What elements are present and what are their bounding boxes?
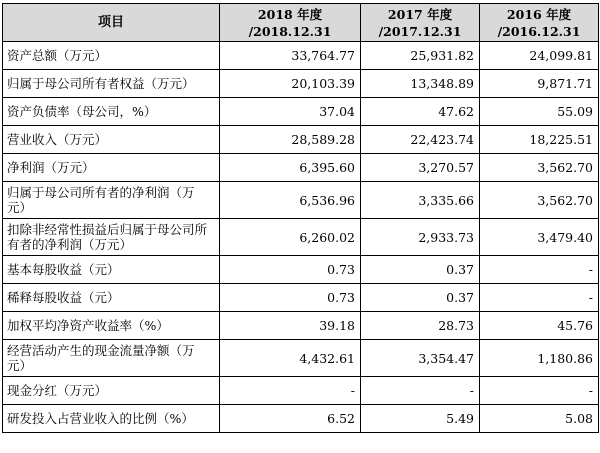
row-value: - xyxy=(480,256,599,284)
row-value: 47.62 xyxy=(361,98,480,126)
header-item: 项目 xyxy=(3,4,220,42)
row-label: 经营活动产生的现金流量净额（万元） xyxy=(3,340,220,377)
row-value: 5.08 xyxy=(480,405,599,433)
row-label: 净利润（万元） xyxy=(3,154,220,182)
table-row xyxy=(3,256,599,284)
row-value: 6,260.02 xyxy=(220,219,361,256)
row-value: 2,933.73 xyxy=(361,219,480,256)
header-year-label: 2016 年度 xyxy=(506,6,572,22)
row-label: 稀释每股收益（元） xyxy=(3,284,220,312)
row-label: 加权平均净资产收益率（%） xyxy=(3,312,220,340)
table-row xyxy=(3,70,599,98)
table-row xyxy=(3,405,599,433)
row-label: 研发投入占营业收入的比例（%） xyxy=(3,405,220,433)
table-row xyxy=(3,284,599,312)
row-value: 5.49 xyxy=(361,405,480,433)
header-date-label: /2016.12.31 xyxy=(497,23,581,39)
table-header xyxy=(3,4,599,42)
table-row xyxy=(3,98,599,126)
row-value: - xyxy=(220,377,361,405)
row-value: 4,432.61 xyxy=(220,340,361,377)
row-value: 33,764.77 xyxy=(220,42,361,70)
row-value: 9,871.71 xyxy=(480,70,599,98)
row-value: 28.73 xyxy=(361,312,480,340)
row-value: 6.52 xyxy=(220,405,361,433)
row-value: 37.04 xyxy=(220,98,361,126)
header-date-label: /2017.12.31 xyxy=(378,23,462,39)
row-value: 3,270.57 xyxy=(361,154,480,182)
row-value: 55.09 xyxy=(480,98,599,126)
row-value: 20,103.39 xyxy=(220,70,361,98)
financial-summary-table xyxy=(2,3,599,433)
table-row xyxy=(3,126,599,154)
row-value: 3,562.70 xyxy=(480,154,599,182)
row-value: 18,225.51 xyxy=(480,126,599,154)
row-label: 基本每股收益（元） xyxy=(3,256,220,284)
row-value: 1,180.86 xyxy=(480,340,599,377)
row-value: 13,348.89 xyxy=(361,70,480,98)
row-value: 25,931.82 xyxy=(361,42,480,70)
row-value: 28,589.28 xyxy=(220,126,361,154)
table-row xyxy=(3,182,599,219)
row-value: 0.37 xyxy=(361,256,480,284)
row-value: - xyxy=(480,377,599,405)
row-value: 3,335.66 xyxy=(361,182,480,219)
row-label: 现金分红（万元） xyxy=(3,377,220,405)
row-label: 归属于母公司所有者的净利润（万元） xyxy=(3,182,220,219)
table-row xyxy=(3,377,599,405)
row-value: - xyxy=(361,377,480,405)
row-value: 0.73 xyxy=(220,256,361,284)
row-value: 3,562.70 xyxy=(480,182,599,219)
table-row xyxy=(3,340,599,377)
row-value: 39.18 xyxy=(220,312,361,340)
row-label: 营业收入（万元） xyxy=(3,126,220,154)
table-body xyxy=(3,42,599,433)
row-value: 24,099.81 xyxy=(480,42,599,70)
table-row xyxy=(3,312,599,340)
row-value: 6,395.60 xyxy=(220,154,361,182)
row-value: 22,423.74 xyxy=(361,126,480,154)
table-row xyxy=(3,42,599,70)
header-year-label: 2017 年度 xyxy=(387,6,453,22)
header-year-2017 xyxy=(361,4,480,42)
row-value: 3,354.47 xyxy=(361,340,480,377)
table-row xyxy=(3,154,599,182)
row-value: 0.37 xyxy=(361,284,480,312)
row-label: 资产总额（万元） xyxy=(3,42,220,70)
row-value: 6,536.96 xyxy=(220,182,361,219)
row-value: 3,479.40 xyxy=(480,219,599,256)
table-row xyxy=(3,219,599,256)
row-value: 45.76 xyxy=(480,312,599,340)
header-date-label: /2018.12.31 xyxy=(248,23,332,39)
row-label: 归属于母公司所有者权益（万元） xyxy=(3,70,220,98)
header-year-2016 xyxy=(480,4,599,42)
row-value: 0.73 xyxy=(220,284,361,312)
header-row xyxy=(3,4,599,42)
header-year-2018 xyxy=(220,4,361,42)
header-year-label: 2018 年度 xyxy=(257,6,323,22)
row-label: 资产负债率（母公司，%） xyxy=(3,98,220,126)
row-label: 扣除非经常性损益后归属于母公司所有者的净利润（万元） xyxy=(3,219,220,256)
row-value: - xyxy=(480,284,599,312)
